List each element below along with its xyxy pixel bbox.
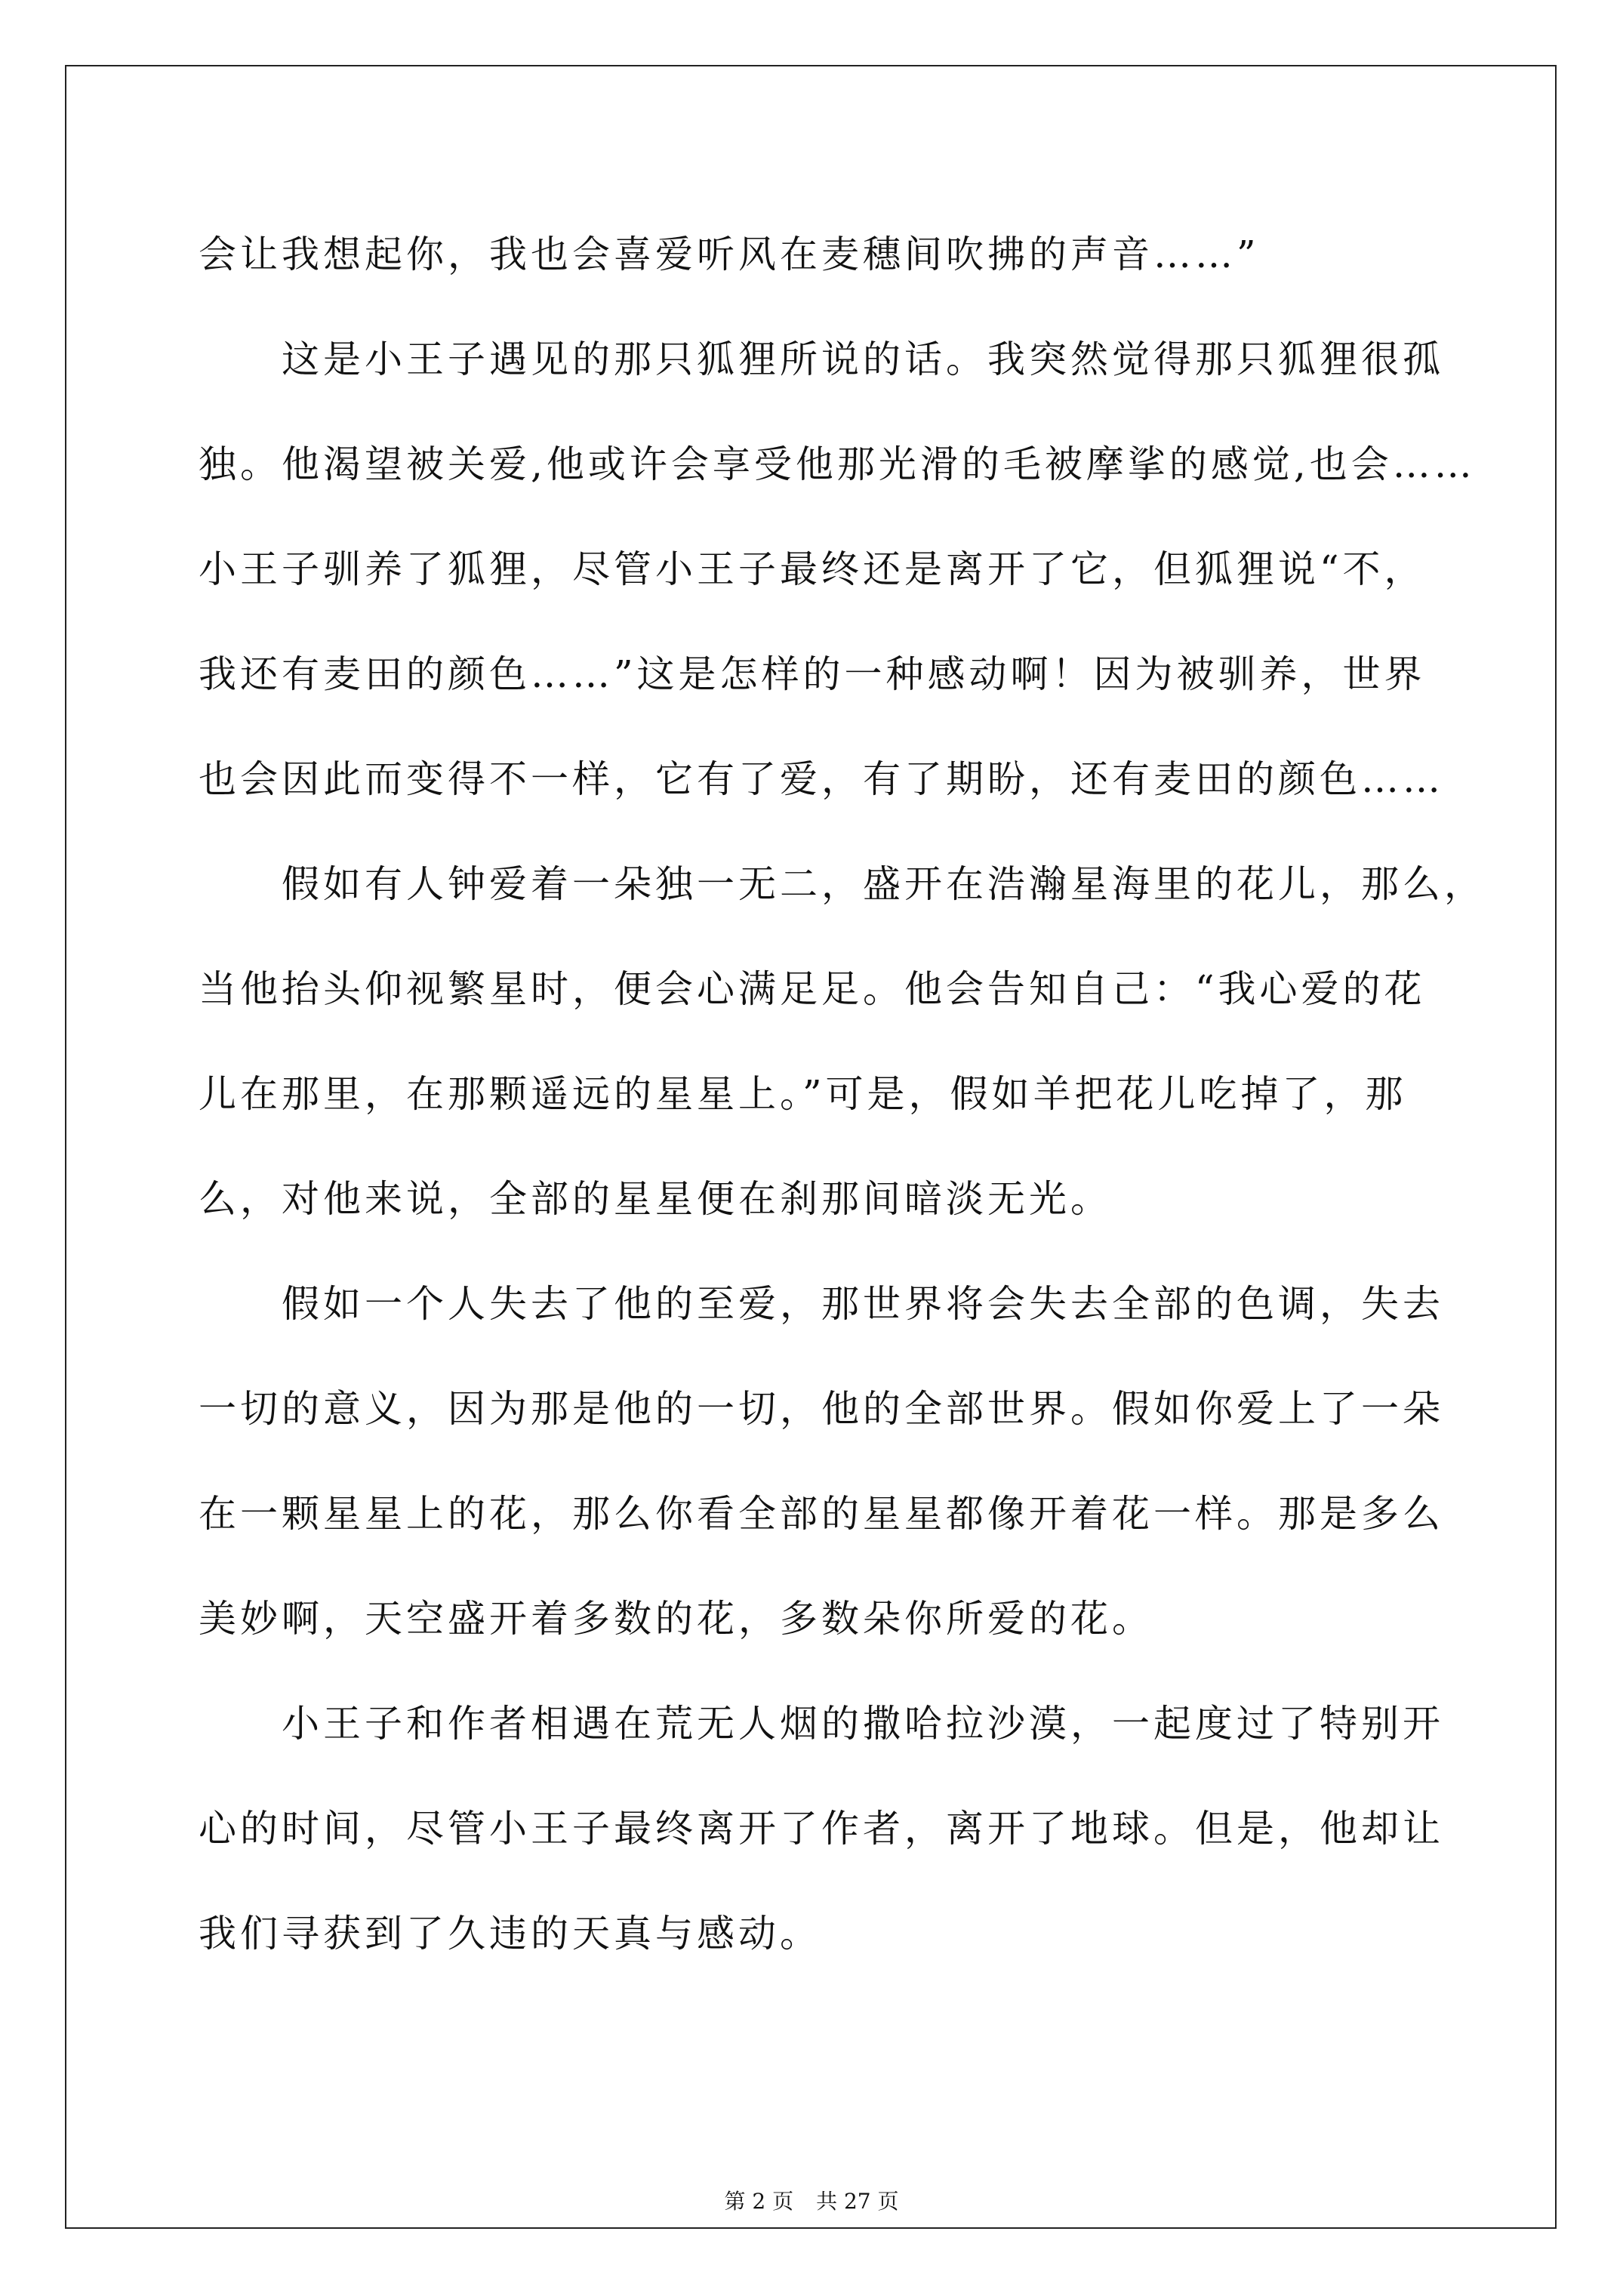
page-number: 第 2 页 bbox=[724, 2189, 794, 2214]
text-line: 小王子驯养了狐狸，尽管小王子最终还是离开了它，但狐狸说“不， bbox=[199, 547, 1426, 591]
text-line: 会让我想起你，我也会喜爱听风在麦穗间吹拂的声音……” bbox=[199, 233, 1260, 276]
text-line: 在一颗星星上的花，那么你看全部的星星都像开着花一样。那是多么 bbox=[199, 1492, 1444, 1536]
text-line: 小王子和作者相遇在荒无人烟的撒哈拉沙漠，一起度过了特别开 bbox=[199, 1702, 1444, 1746]
text-line: 一切的意义，因为那是他的一切，他的全部世界。假如你爱上了一朵 bbox=[199, 1387, 1444, 1431]
text-line: 我们寻获到了久违的天真与感动。 bbox=[199, 1912, 821, 1955]
text-line: 美妙啊，天空盛开着多数的花，多数朵你所爱的花。 bbox=[199, 1597, 1153, 1641]
text-line: 儿在那里，在那颗遥远的星星上。”可是，假如羊把花儿吃掉了，那 bbox=[199, 1072, 1407, 1116]
page-footer bbox=[0, 2188, 1623, 2215]
text-line: 假如有人钟爱着一朵独一无二，盛开在浩瀚星海里的花儿，那么， bbox=[199, 862, 1486, 906]
page-total: 共 27 页 bbox=[816, 2189, 899, 2214]
text-line: 假如一个人失去了他的至爱，那世界将会失去全部的色调，失去 bbox=[199, 1282, 1444, 1326]
text-line: 独。他渴望被关爱,他或许会享受他那光滑的毛被摩挲的感觉,也会…… bbox=[199, 442, 1476, 486]
text-line: 这是小王子遇见的那只狐狸所说的话。我突然觉得那只狐狸很孤 bbox=[199, 337, 1444, 381]
text-line: 么，对他来说，全部的星星便在刹那间暗淡无光。 bbox=[199, 1177, 1112, 1221]
text-line: 也会因此而变得不一样，它有了爱，有了期盼，还有麦田的颜色…… bbox=[199, 757, 1444, 801]
text-line: 当他抬头仰视繁星时，便会心满足足。他会告知自己：“我心爱的花 bbox=[199, 967, 1426, 1011]
text-line: 心的时间，尽管小王子最终离开了作者，离开了地球。但是，他却让 bbox=[199, 1807, 1444, 1851]
text-line: 我还有麦田的颜色……”这是怎样的一种感动啊！因为被驯养，世界 bbox=[199, 652, 1426, 696]
page-border bbox=[65, 65, 1557, 2229]
